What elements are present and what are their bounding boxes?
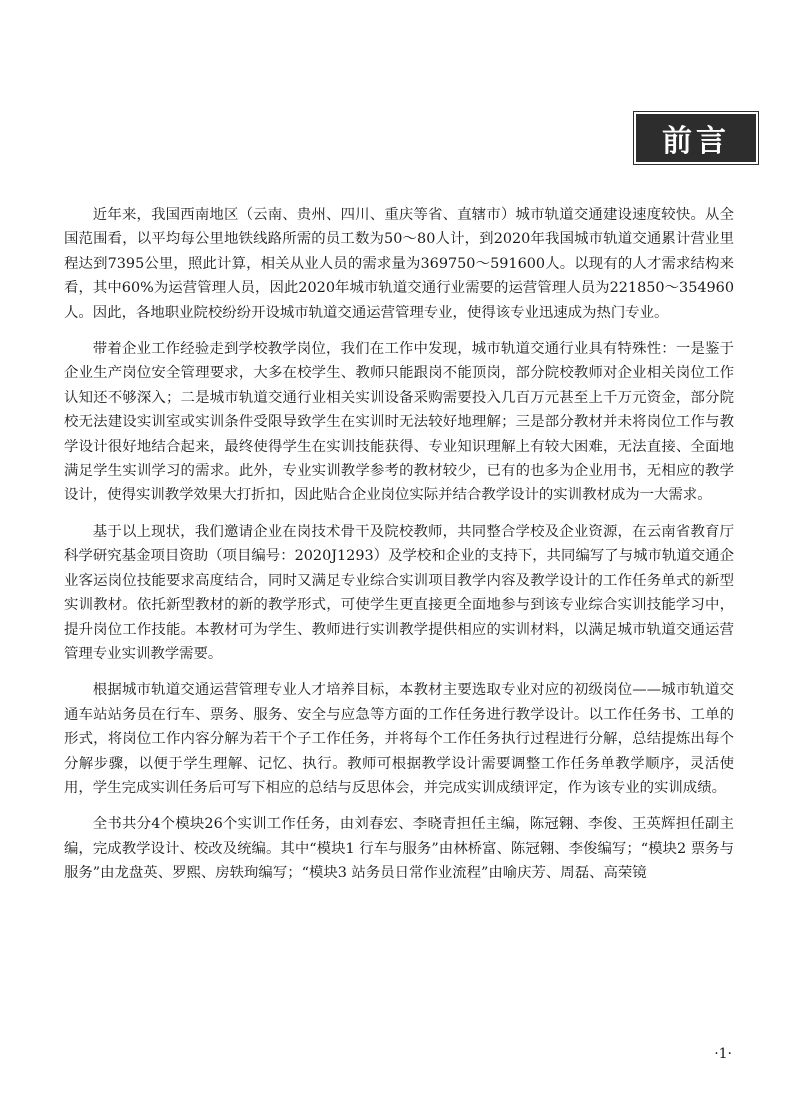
preface-title: 前言 (662, 124, 730, 159)
preface-title-box (636, 114, 756, 162)
paragraph: 基于以上现状，我们邀请企业在岗技术骨干及院校教师，共同整合学校及企业资源，在云南省教育厅科学研究基金项目资助（项目编号：2020J1293）及学校和企业的支持下，共同编写了与城市轨道交通企业客运岗位技能要求高度结合，同时又满足专业综合实训项目教学内容及教学设计的工作任务单式的新型实训教材。依托新型教材的新的教学形式，可使学生更直接更全面地参与到该专业综合实训技能学习中，提升岗位工作技能。本教材可为学生、教师进行实训教学提供相应的实训材料，以满足城市轨道交通运营管理专业实训教学需要。 (64, 523, 734, 662)
paragraph: 根据城市轨道交通运营管理专业人才培养目标，本教材主要选取专业对应的初级岗位——城市轨道交通车站站务员在行车、票务、服务、安全与应急等方面的工作任务进行教学设计。以工作任务书、工单的形式，将岗位工作内容分解为若干个子工作任务，并将每个工作任务执行过程进行分解，总结提炼出每个分解步骤，以便于学生理解、记忆、执行。教师可根据教学设计需要调整工作任务单教学顺序，灵活使用，学生完成实训任务后可写下相应的总结与反思体会，并完成实训成绩评定，作为该专业的实训成绩。 (64, 682, 734, 796)
paragraph: 全书共分4个模块26个实训工作任务，由刘春宏、李晓青担任主编，陈冠翱、李俊、王英辉担任副主编，完成教学设计、校改及统编。其中“模块1 行车与服务”由林桥富、陈冠翱、李俊编写；“模块2 票务与服务”由龙盘英、罗熙、房轶珣编写；“模块3 站务员日常作业流程”由喻庆芳、周磊、高荣镜 (64, 816, 734, 882)
paragraph: 带着企业工作经验走到学校教学岗位，我们在工作中发现，城市轨道交通行业具有特殊性：一是鉴于企业生产岗位安全管理要求，大多在校学生、教师只能跟岗不能顶岗，部分院校教师对企业相关岗位工作认知还不够深入；二是城市轨道交通行业相关实训设备采购需要投入几百万元甚至上千万元资金，部分院校无法建设实训室或实训条件受限导致学生在实训时无法较好地理解；三是部分教材并未将岗位工作与教学设计很好地结合起来，最终使得学生在实训技能获得、专业知识理解上有较大困难，无法直接、全面地满足学生实训学习的需求。此外，专业实训教学参考的教材较少，已有的也多为企业用书，无相应的教学设计，使得实训教学效果大打折扣，因此贴合企业岗位实际并结合教学设计的实训教材成为一大需求。 (64, 341, 734, 504)
body-text (64, 203, 734, 886)
page-number: ·1· (714, 1046, 732, 1062)
paragraph: 近年来，我国西南地区（云南、贵州、四川、重庆等省、直辖市）城市轨道交通建设速度较快。从全国范围看，以平均每公里地铁线路所需的员工数为50～80人计，到2020年我国城市轨道交通累计营业里程达到7395公里，照此计算，相关从业人员的需求量为369750～591600人。以现有的人才需求结构来看，其中60%为运营管理人员，因此2020年城市轨道交通行业需要的运营管理人员为221850～354960人。因此，各地职业院校纷纷开设城市轨道交通运营管理专业，使得该专业迅速成为热门专业。 (64, 207, 734, 321)
